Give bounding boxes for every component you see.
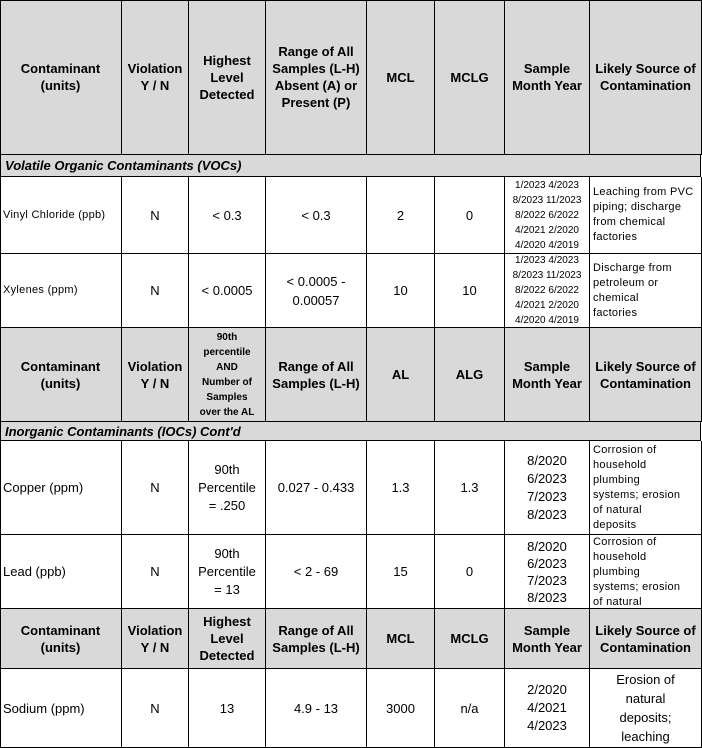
header-contaminant: Contaminant (units): [0, 328, 122, 422]
cell-sample-dates: 2/2020 4/2021 4/2023: [505, 669, 590, 748]
header-sample-date: Sample Month Year: [505, 0, 590, 155]
header-al: AL: [367, 328, 435, 422]
cell-90th-percentile: 90th Percentile = 13: [189, 535, 266, 609]
header-sample-date: Sample Month Year: [505, 328, 590, 422]
cell-violation: N: [122, 535, 189, 609]
cell-likely-source: Corrosion of household plumbing systems; erosion of natural deposits: [590, 441, 702, 535]
header-contaminant: Contaminant (units): [0, 0, 122, 155]
header-mcl: MCL: [367, 609, 435, 669]
cell-range: 0.027 - 0.433: [266, 441, 367, 535]
cell-likely-source: Leaching from PVC piping; discharge from chemical factories: [590, 177, 702, 254]
header-range: Range of All Samples (L-H): [266, 609, 367, 669]
cell-range: 4.9 - 13: [266, 669, 367, 748]
cell-likely-source: Erosion of natural deposits; leaching: [590, 669, 702, 748]
header-likely-source: Likely Source of Contamination: [590, 0, 702, 155]
header-90th-percentile: 90th percentile AND Number of Samples over the AL: [189, 328, 266, 422]
cell-mcl: 3000: [367, 669, 435, 748]
section-title-iocs: Inorganic Contaminants (IOCs) Cont'd: [1, 422, 701, 441]
header-highest-level: Highest Level Detected: [189, 609, 266, 669]
cell-contaminant: Xylenes (ppm): [0, 254, 122, 328]
header-violation: Violation Y / N: [122, 609, 189, 669]
cell-likely-source: Corrosion of household plumbing systems; erosion of natural: [590, 535, 702, 609]
header-violation: Violation Y / N: [122, 0, 189, 155]
cell-violation: N: [122, 669, 189, 748]
cell-sample-dates: 1/2023 4/2023 8/2023 11/2023 8/2022 6/2022 4/2021 2/2020 4/2020 4/2019: [505, 177, 590, 254]
header-mclg: MCLG: [435, 609, 505, 669]
header-sample-date: Sample Month Year: [505, 609, 590, 669]
cell-range: < 2 - 69: [266, 535, 367, 609]
header-alg: ALG: [435, 328, 505, 422]
header-likely-source: Likely Source of Contamination: [590, 328, 702, 422]
cell-alg: 1.3: [435, 441, 505, 535]
cell-likely-source: Discharge from petroleum or chemical factories: [590, 254, 702, 328]
header-contaminant: Contaminant (units): [0, 609, 122, 669]
header-mclg: MCLG: [435, 0, 505, 155]
cell-mcl: 10: [367, 254, 435, 328]
header-range: Range of All Samples (L-H) Absent (A) or Present (P): [266, 0, 367, 155]
cell-range: < 0.3: [266, 177, 367, 254]
section-title-vocs: Volatile Organic Contaminants (VOCs): [1, 155, 701, 177]
header-range: Range of All Samples (L-H): [266, 328, 367, 422]
cell-highest: 13: [189, 669, 266, 748]
header-mcl: MCL: [367, 0, 435, 155]
cell-violation: N: [122, 254, 189, 328]
cell-mclg: 0: [435, 177, 505, 254]
header-highest-level: Highest Level Detected: [189, 0, 266, 155]
cell-sample-dates: 8/2020 6/2023 7/2023 8/2023: [505, 441, 590, 535]
header-likely-source: Likely Source of Contamination: [590, 609, 702, 669]
cell-contaminant: Sodium (ppm): [0, 669, 122, 748]
cell-violation: N: [122, 441, 189, 535]
cell-violation: N: [122, 177, 189, 254]
cell-90th-percentile: 90th Percentile = .250: [189, 441, 266, 535]
cell-al: 15: [367, 535, 435, 609]
cell-contaminant: Lead (ppb): [0, 535, 122, 609]
cell-highest: < 0.3: [189, 177, 266, 254]
cell-contaminant: Copper (ppm): [0, 441, 122, 535]
cell-range: < 0.0005 - 0.00057: [266, 254, 367, 328]
cell-sample-dates: 8/2020 6/2023 7/2023 8/2023: [505, 535, 590, 609]
header-violation: Violation Y / N: [122, 328, 189, 422]
cell-mclg: n/a: [435, 669, 505, 748]
cell-alg: 0: [435, 535, 505, 609]
cell-sample-dates: 1/2023 4/2023 8/2023 11/2023 8/2022 6/2022 4/2021 2/2020 4/2020 4/2019: [505, 254, 590, 328]
cell-mcl: 2: [367, 177, 435, 254]
cell-highest: < 0.0005: [189, 254, 266, 328]
cell-contaminant: Vinyl Chloride (ppb): [0, 177, 122, 254]
cell-mclg: 10: [435, 254, 505, 328]
cell-al: 1.3: [367, 441, 435, 535]
